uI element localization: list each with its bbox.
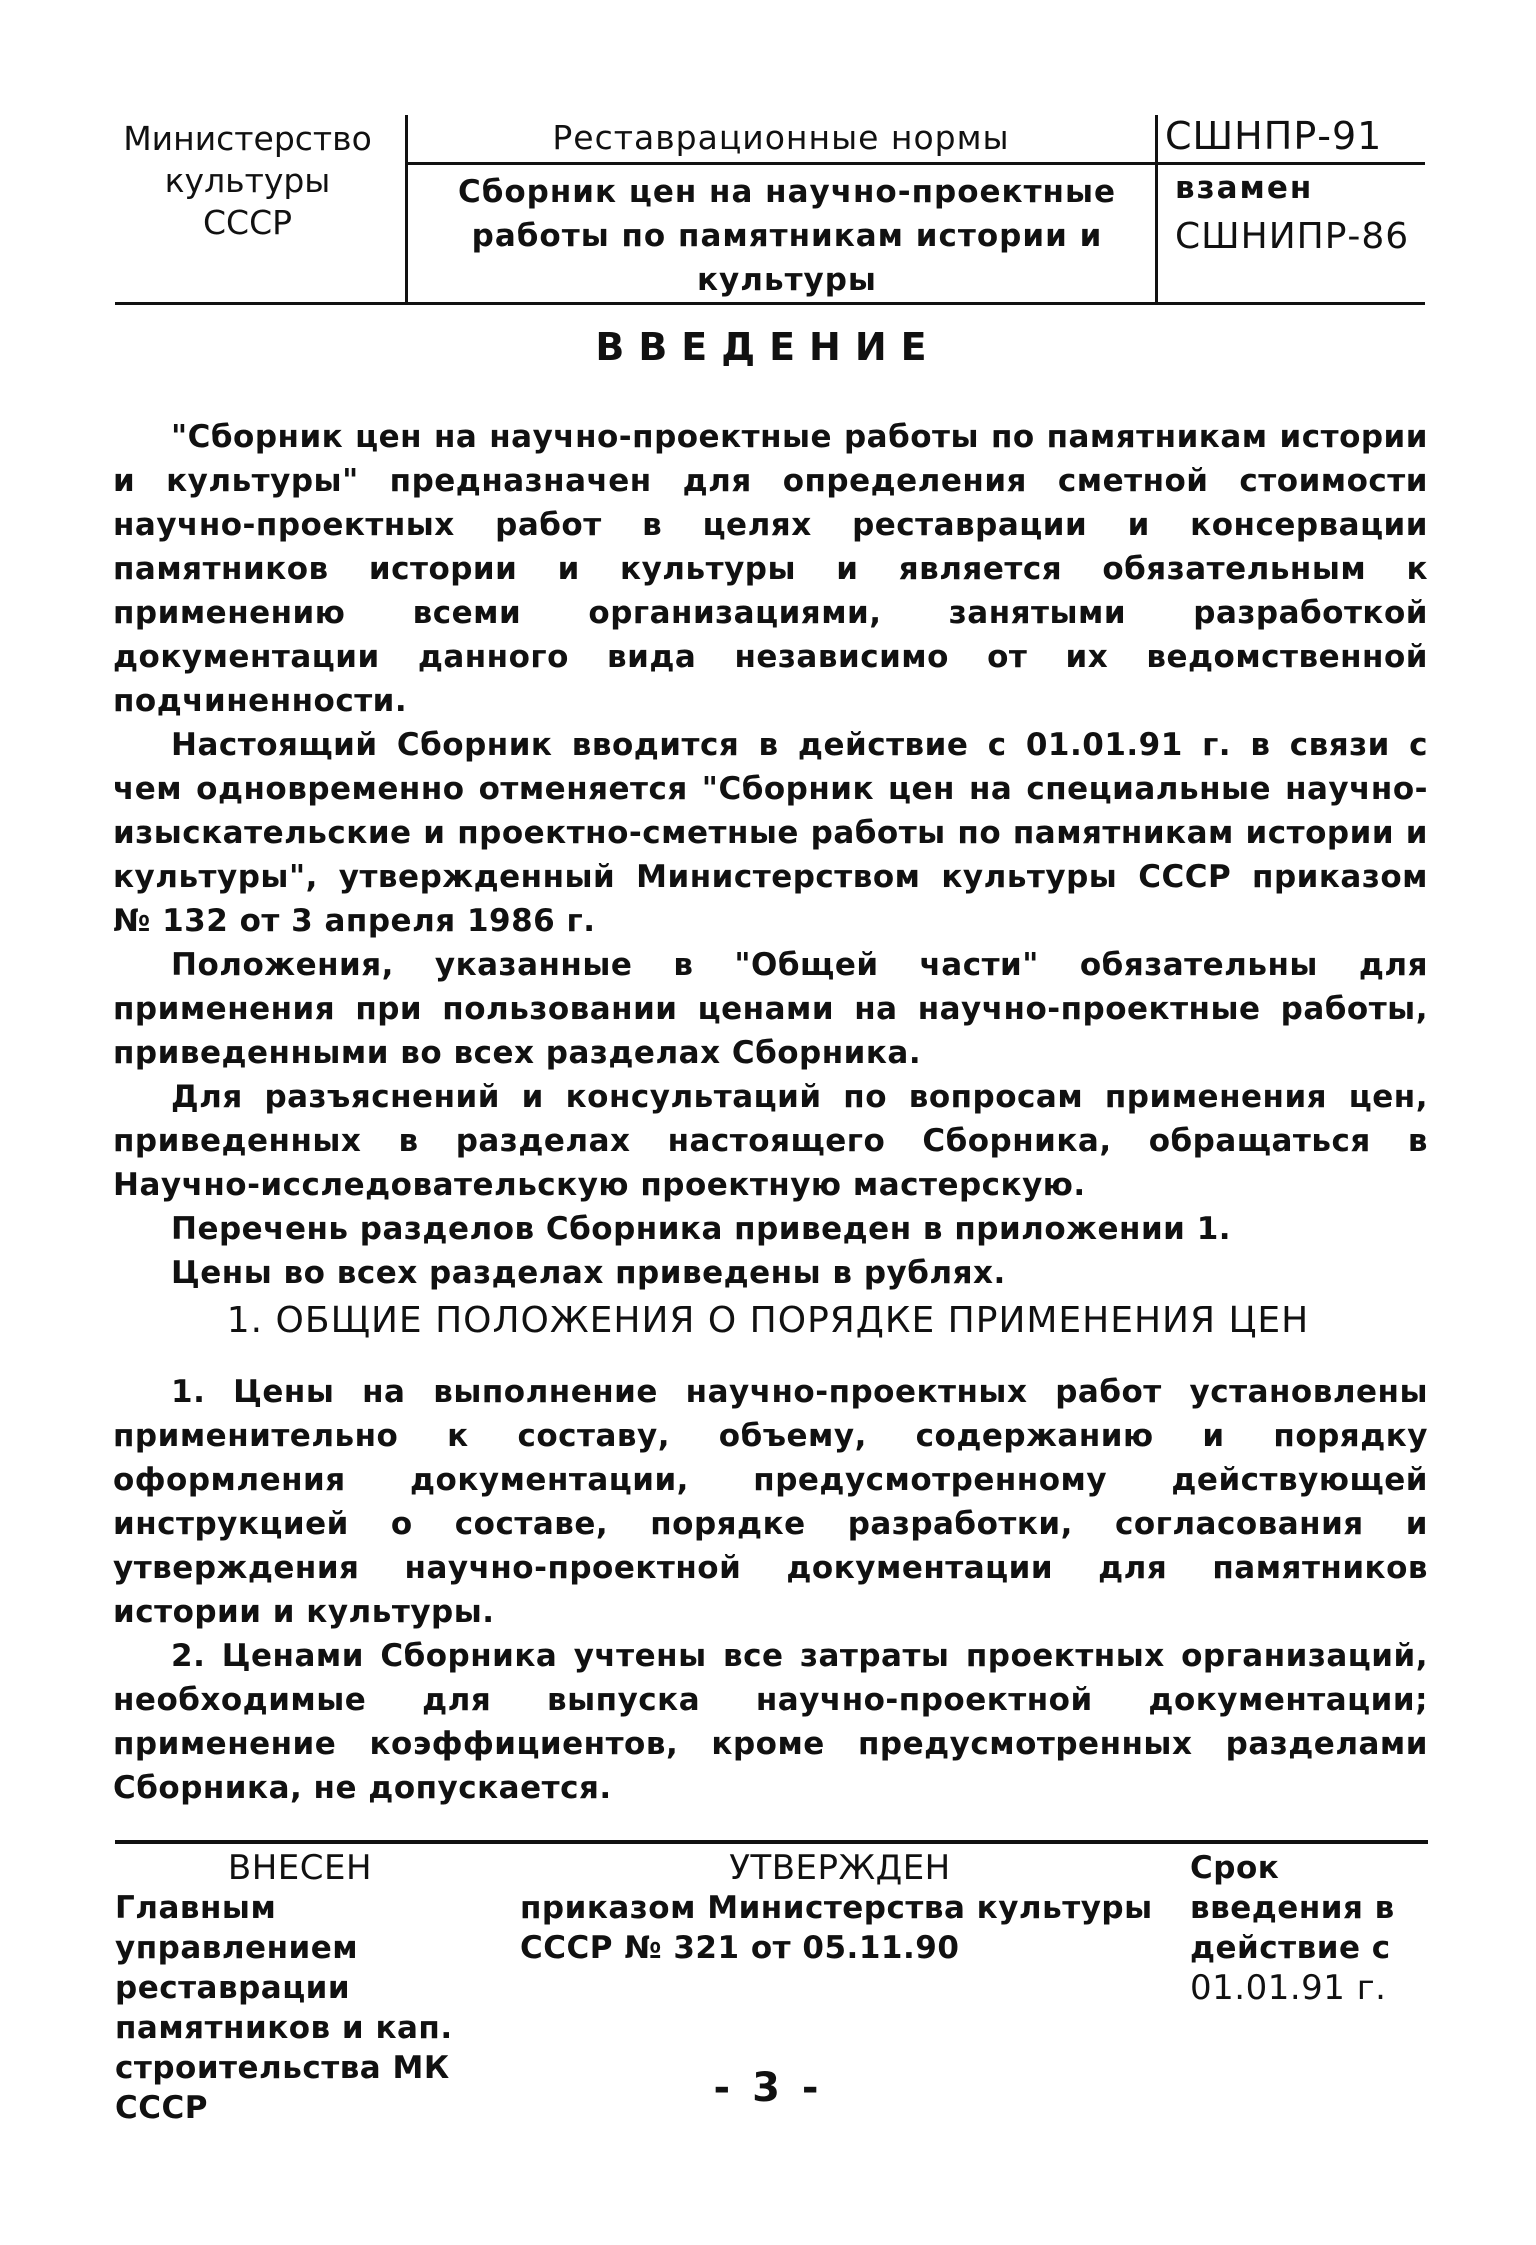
intro-paragraph: "Сборник цен на научно-проектные работы по памятникам истории и культуры" предназначен для определения сметной стоимости научно-проектных работ в целях реставрации и консервации памятников истории и культуры и является обязательным к применению всеми организациями, занятыми разработкой документации данного вида независимо от их ведомственной подчиненности. [113,419,1428,719]
introduced-label: ВНЕСЕН [227,1848,373,1888]
header-rule-bottom [115,302,1425,305]
approved-by: приказом Министерства культуры СССР № 321 от 05.11.90 [520,1890,1153,1966]
ministry-line-1: Министерство [123,119,372,158]
approved-block [520,1848,1160,1968]
effective-label: Срок [1190,1850,1280,1886]
collection-title-line-2: работы по памятникам истории и [471,218,1103,254]
document-code: СШНПР-91 [1165,114,1383,158]
effective-text: введения в действие с [1190,1890,1395,1966]
effective-block [1190,1848,1440,2008]
collection-title-line-3: культуры [697,262,877,298]
approved-label: УТВЕРЖДЕН [729,1848,951,1888]
ministry-line-2: культуры [164,161,331,200]
header-divider-right [1155,115,1158,305]
section-1-heading: 1. ОБЩИЕ ПОЛОЖЕНИЯ О ПОРЯДКЕ ПРИМЕНЕНИЯ ЦЕН [226,1300,1310,1341]
intro-heading: ВВЕДЕНИЕ [595,325,941,369]
intro-paragraph: Для разъяснений и консультаций по вопросам применения цен, приведенных в разделах настоящего Сборника, обращаться в Научно-исследовательскую проектную мастерскую. [113,1079,1428,1203]
collection-title-line-1: Сборник цен на научно-проектные [457,174,1117,210]
intro-paragraph: Настоящий Сборник вводится в действие с 01.01.91 г. в связи с чем одновременно отменяется "Сборник цен на специальные научно-изыскательские и проектно-сметные работы по памятникам истории и культуры", утвержденный Министерством культуры СССР приказом № 132 от 3 апреля 1986 г. [113,727,1428,939]
norms-category: Реставрационные нормы [552,118,1010,157]
ministry-line-3: СССР [202,203,293,242]
intro-paragraph: Цены во всех разделах приведены в рублях. [171,1255,1006,1291]
effective-date: 01.01.91 г. [1190,1968,1387,2008]
page-number: - 3 - [713,2065,823,2111]
introduced-by: Главным управлением реставрации памятников и кап. строительства МК СССР [115,1890,453,2126]
footer-rule [115,1840,1428,1844]
collection-title [437,170,1137,302]
header-rule-top [407,162,1425,165]
replaces-label: взамен [1175,170,1314,206]
ministry-name [115,118,380,244]
replaced-code: СШНИПР-86 [1175,216,1410,257]
section-paragraph: 2. Ценами Сборника учтены все затраты проектных организаций, необходимые для выпуска научно-проектной документации; применение коэффициентов, кроме предусмотренных разделами Сборника, не допускается. [113,1638,1428,1806]
intro-paragraph: Перечень разделов Сборника приведен в приложении 1. [171,1211,1232,1247]
section-1-body [113,1370,1428,1810]
section-paragraph: 1. Цены на выполнение научно-проектных работ установлены применительно к составу, объему, содержанию и порядку оформления документации, предусмотренному действующей инструкцией о составе, порядке разработки, согласования и утверждения научно-проектной документации для памятников истории и культуры. [113,1374,1428,1630]
intro-body [113,415,1428,1295]
intro-paragraph: Положения, указанные в "Общей части" обязательны для применения при пользовании ценами на научно-проектные работы, приведенными во всех разделах Сборника. [113,947,1428,1071]
document-header [115,110,1425,305]
